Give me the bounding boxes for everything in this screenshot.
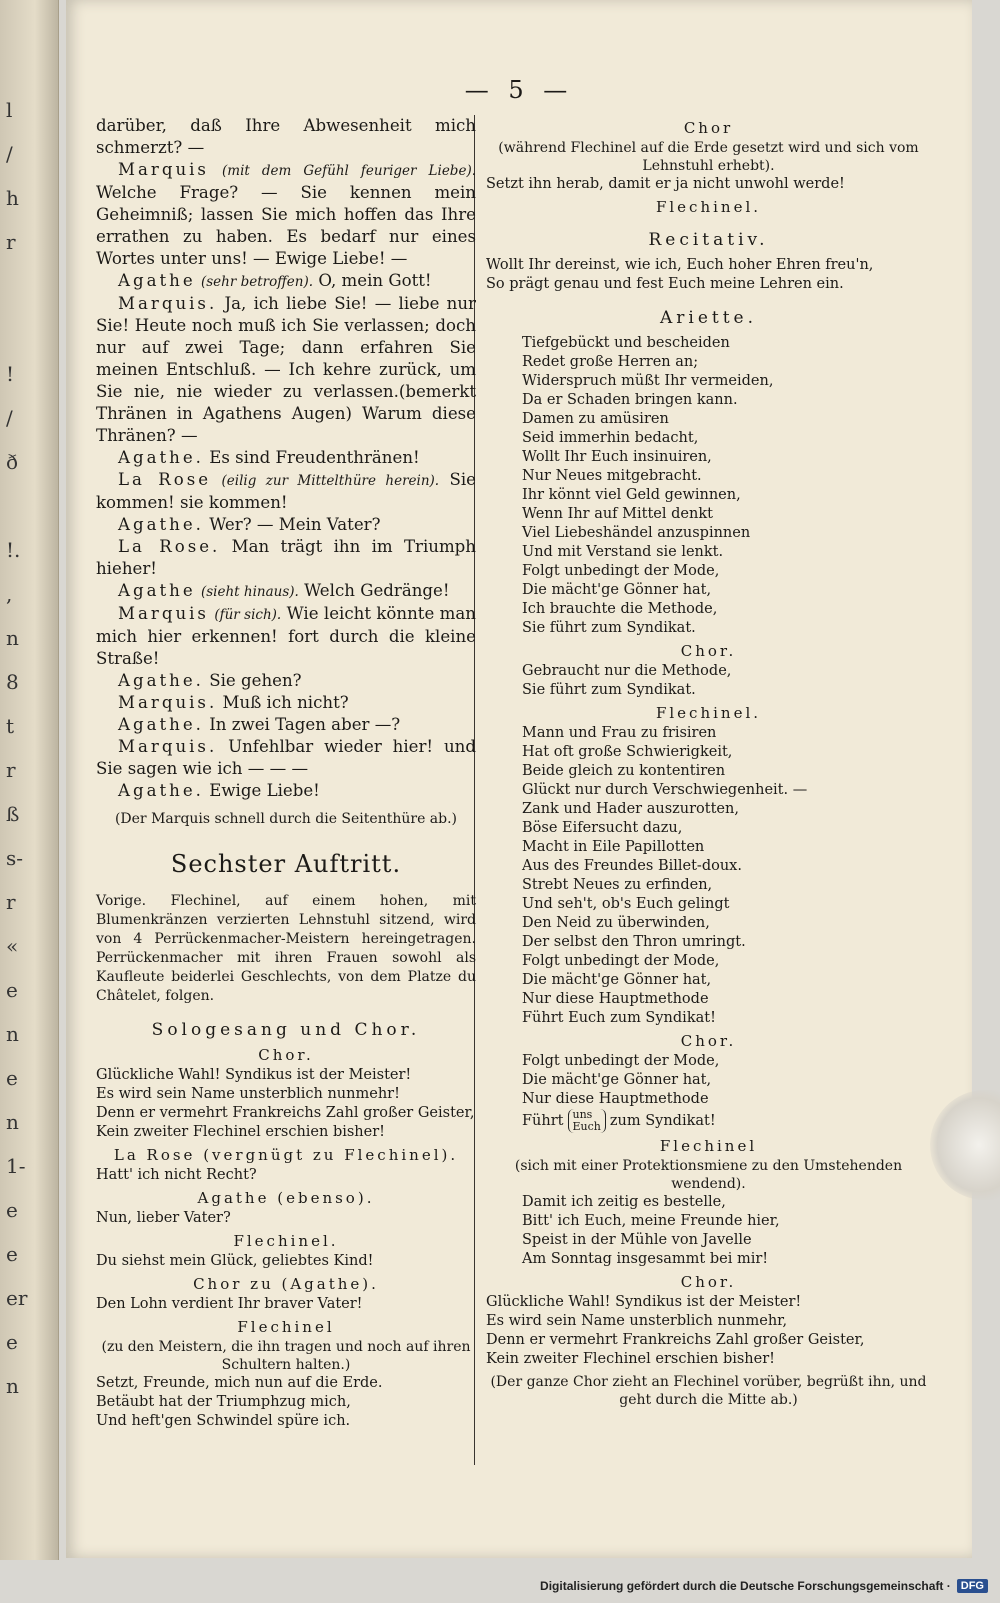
edge-glyph: !. [6, 538, 21, 562]
document-page [66, 0, 972, 1558]
edge-glyph: / [6, 142, 13, 166]
verse-line: Denn er vermehrt Frankreichs Zahl großer Geister, [96, 1105, 475, 1121]
verse-line: Betäubt hat der Triumphzug mich, [96, 1394, 351, 1410]
verse-line: Da er Schaden bringen kann. [522, 392, 738, 408]
verse-line: Ihr könnt viel Geld gewinnen, [522, 487, 741, 503]
verse-line: Mann und Frau zu frisiren [522, 725, 717, 741]
final-stage-direction: (Der ganze Chor zieht an Flechinel vorüber, begrüßt ihn, und geht durch die Mitte ab.) [490, 1374, 927, 1408]
brace-bottom: Euch [572, 1120, 601, 1133]
dialogue-text: Muß ich nicht? [222, 693, 349, 712]
chor4-heading: Chor. [680, 1273, 737, 1291]
verse-line: Glückliche Wahl! Syndikus ist der Meister! [486, 1294, 802, 1310]
speaker-name: Marquis [118, 160, 209, 179]
edge-glyph: , [6, 582, 13, 606]
edge-glyph: « [6, 934, 19, 958]
verse-line: Der selbst den Thron umringt. [522, 934, 746, 950]
edge-glyph: t [6, 714, 15, 738]
edge-glyph: r [6, 890, 16, 914]
speaker-name: Marquis [118, 604, 209, 623]
song-heading: Sologesang und Chor. [151, 1020, 421, 1040]
verse-line: So prägt genau und fest Euch meine Lehren ein. [486, 276, 844, 292]
dialogue-text: O, mein Gott! [318, 271, 432, 290]
verse-line: Gebraucht nur die Methode, [522, 663, 732, 679]
verse-line: Denn er vermehrt Frankreichs Zahl großer Geister, [486, 1332, 865, 1348]
footer-text: Digitalisierung gefördert durch die Deutsche Forschungsgemeinschaft · [540, 1579, 951, 1593]
dialogue-text: Welch Gedränge! [304, 581, 450, 600]
verse-line: Am Sonntag insgesammt bei mir! [522, 1251, 769, 1267]
block-heading: Flechinel. [233, 1232, 339, 1250]
chor-lines [486, 175, 931, 194]
verse-line: Wollt Ihr dereinst, wie ich, Euch hoher Ehren freu'n, [486, 257, 874, 273]
dialogue-line [96, 780, 476, 802]
dialogue-line [96, 692, 476, 714]
edge-glyph: 1- [6, 1154, 26, 1178]
verse-line: Redet große Herren an; [522, 354, 699, 370]
dialogue-block [96, 115, 476, 802]
dialogue-text: Sie kommen! sie kommen! [96, 470, 476, 512]
dialogue-line [96, 670, 476, 692]
verse-line: Seid immerhin bedacht, [522, 430, 699, 446]
dialogue-line [96, 447, 476, 469]
edge-glyph: 8 [6, 670, 19, 694]
speaker-name: Agathe. [118, 715, 204, 734]
block-heading: Flechinel [237, 1318, 335, 1336]
verse-line: Wenn Ihr auf Mittel denkt [522, 506, 713, 522]
right-column [486, 115, 931, 1409]
edge-glyph: e [6, 1330, 18, 1354]
edge-glyph: er [6, 1286, 28, 1310]
speaker-name: Agathe. [118, 671, 204, 690]
verse-line: Es wird sein Name unsterblich nunmehr, [486, 1313, 788, 1329]
stage-direction: (mit dem Gefühl feuriger Liebe). [222, 163, 476, 179]
verse-line: Setzt ihn herab, damit er ja nicht unwohl werde! [486, 176, 845, 192]
speaker-name: Marquis. [118, 294, 218, 313]
edge-glyph: n [6, 626, 19, 650]
dialogue-line [96, 714, 476, 736]
dialogue-line [96, 580, 476, 603]
stage-direction: (Der Marquis schnell durch die Seitenthüre ab.) [114, 811, 458, 827]
dialogue-text: Man trägt ihn im Triumph hieher! [96, 537, 476, 578]
chor-stage: (während Flechinel auf die Erde gesetzt wird und sich vom Lehnstuhl erhebt). [498, 140, 919, 174]
dialogue-text: Es sind Freudenthränen! [209, 448, 420, 467]
verse-line: Damit ich zeitig es bestelle, [522, 1194, 726, 1210]
edge-glyph: n [6, 1374, 19, 1398]
brace-stack [568, 1109, 606, 1133]
flechinel2-heading: Flechinel. [655, 704, 762, 722]
recitativ-heading: Recitativ. [648, 230, 769, 250]
verse-line: Hatt' ich nicht Recht? [96, 1167, 257, 1183]
verse-line: (zu den Meistern, die ihn tragen und noch auf ihren Schultern halten.) [101, 1339, 471, 1373]
verse-line: Und seh't, ob's Euch gelingt [522, 896, 730, 912]
verse-line: Bitt' ich Euch, meine Freunde hier, [522, 1213, 780, 1229]
verse-line: Du siehst mein Glück, geliebtes Kind! [96, 1253, 374, 1269]
edge-glyph: s- [6, 846, 24, 870]
edge-glyph: e [6, 978, 18, 1002]
speaker-name: Agathe. [118, 515, 204, 534]
chor3-lines [486, 1052, 931, 1109]
flechinel3-lines [486, 1193, 931, 1269]
ariette-lines [486, 334, 931, 638]
recitativ-lines [486, 256, 931, 294]
dialogue-line [96, 736, 476, 780]
verse-line: Folgt unbedingt der Mode, [522, 953, 720, 969]
dialogue-line [96, 514, 476, 536]
verse-line: Tiefgebückt und bescheiden [522, 335, 730, 351]
verse-line: Zank und Hader auszurotten, [522, 801, 739, 817]
edge-glyph: r [6, 230, 16, 254]
dialogue-text: Wie leicht könnte man mich hier erkennen! fort durch die kleine Straße! [96, 604, 476, 668]
verse-line: Strebt Neues zu erfinden, [522, 877, 713, 893]
flechinel3-heading: Flechinel [659, 1137, 758, 1155]
dialogue-text: Unfehlbar wieder hier! und Sie sagen wie ich — — — [96, 737, 476, 778]
edge-glyph: e [6, 1066, 18, 1090]
verse-line: Glückt nur durch Verschwiegenheit. — [522, 782, 808, 798]
verse-line: Die mächt'ge Gönner hat, [522, 582, 712, 598]
edge-glyph: n [6, 1110, 19, 1134]
verse-line: Nur diese Hauptmethode [522, 991, 709, 1007]
dfg-logo: DFG [957, 1579, 988, 1593]
dialogue-text: Wer? — Mein Vater? [209, 515, 381, 534]
brace-prefix: Führt [522, 1112, 564, 1129]
speaker-name: Agathe [118, 581, 196, 600]
edge-glyph: h [6, 186, 19, 210]
verse-line: Nur Neues mitgebracht. [522, 468, 702, 484]
dialogue-line [96, 115, 476, 159]
dialogue-line [96, 293, 476, 447]
dialogue-line [96, 270, 476, 293]
block-heading: La Rose (vergnügt zu Flechinel). [113, 1146, 459, 1164]
verse-line: Kein zweiter Flechinel erschien bisher! [96, 1124, 385, 1140]
block-heading: Chor zu (Agathe). [193, 1275, 379, 1293]
chor2-heading: Chor. [680, 642, 737, 660]
left-column [96, 115, 476, 1431]
verse-line: Böse Eifersucht dazu, [522, 820, 683, 836]
speaker-name: Marquis. [118, 693, 218, 712]
verse-line: Hat oft große Schwierigkeit, [522, 744, 733, 760]
verse-line: Es wird sein Name unsterblich nunmehr! [96, 1086, 400, 1102]
page-number: — 5 — [464, 76, 574, 104]
left-page-edge [0, 0, 59, 1560]
brace-line [486, 1109, 931, 1133]
dialogue-text: Sie gehen? [209, 671, 302, 690]
verse-line: Ich brauchte die Methode, [522, 601, 718, 617]
flechinel3-stage: (sich mit einer Protektionsmiene zu den Umstehenden wendend). [514, 1158, 903, 1192]
block-heading: Agathe (ebenso). [197, 1189, 375, 1207]
chor-heading: Chor [683, 119, 734, 137]
verse-line: Macht in Eile Papillotten [522, 839, 705, 855]
brace-suffix: zum Syndikat! [609, 1112, 716, 1129]
speaker-name: Marquis. [118, 737, 218, 756]
verse-line: Den Lohn verdient Ihr braver Vater! [96, 1296, 363, 1312]
block-heading: Chor. [258, 1046, 314, 1064]
edge-glyph: ß [6, 802, 20, 826]
verse-line: Damen zu amüsiren [522, 411, 669, 427]
flechinel-heading: Flechinel. [655, 198, 762, 216]
stage-direction: (eilig zur Mittelthüre herein). [221, 473, 440, 489]
verse-line: Kein zweiter Flechinel erschien bisher! [486, 1351, 775, 1367]
verse-line: Und heft'gen Schwindel spüre ich. [96, 1413, 351, 1429]
edge-glyph: / [6, 406, 13, 430]
chor2-lines [486, 662, 931, 700]
dialogue-line [96, 603, 476, 670]
ariette-heading: Ariette. [659, 308, 758, 328]
edge-glyph: ð [6, 450, 19, 474]
verse-line: Glückliche Wahl! Syndikus ist der Meister! [96, 1067, 412, 1083]
verse-line: Sie führt zum Syndikat. [522, 620, 696, 636]
verse-line: Nun, lieber Vater? [96, 1210, 231, 1226]
stage-direction: (sieht hinaus). [200, 584, 299, 600]
verse-line: Die mächt'ge Gönner hat, [522, 1072, 712, 1088]
verse-line: Setzt, Freunde, mich nun auf die Erde. [96, 1375, 383, 1391]
speaker-name: Agathe. [118, 781, 204, 800]
verse-line: Viel Liebeshändel anzuspinnen [522, 525, 751, 541]
dialogue-line [96, 469, 476, 514]
verse-line: Wollt Ihr Euch insinuiren, [522, 449, 712, 465]
verse-line: Folgt unbedingt der Mode, [522, 563, 720, 579]
dialogue-text: Ewige Liebe! [209, 781, 320, 800]
verse-line: Folgt unbedingt der Mode, [522, 1053, 720, 1069]
edge-glyph: r [6, 758, 16, 782]
verse-line: Aus des Freundes Billet-doux. [522, 858, 742, 874]
dialogue-line [96, 159, 476, 270]
verse-line: Widerspruch müßt Ihr vermeiden, [522, 373, 774, 389]
flechinel2-lines [486, 724, 931, 1028]
dialogue-text: darüber, daß Ihre Abwesenheit mich schmerzt? — [96, 116, 476, 157]
speaker-name: Agathe [118, 271, 196, 290]
verse-line: Den Neid zu überwinden, [522, 915, 710, 931]
verse-line: Speist in der Mühle von Javelle [522, 1232, 752, 1248]
verse-line: Nur diese Hauptmethode [522, 1091, 709, 1107]
verse-line: Und mit Verstand sie lenkt. [522, 544, 724, 560]
edge-glyph: e [6, 1242, 18, 1266]
verse-line: Beide gleich zu kontentiren [522, 763, 726, 779]
stage-direction: (sehr betroffen). [200, 274, 314, 290]
edge-glyph: l [6, 98, 13, 122]
verse-line: Die mächt'ge Gönner hat, [522, 972, 712, 988]
edge-glyph: n [6, 1022, 19, 1046]
brace-top: uns [572, 1108, 593, 1121]
speaker-name: La Rose. [118, 537, 221, 556]
song-blocks [96, 1046, 476, 1431]
speaker-name: La Rose [118, 470, 212, 489]
dialogue-text: Welche Frage? — Sie kennen mein Geheimniß; lassen Sie mich hoffen das Ihre errathen zu haben. Es bedarf nur eines Wortes unter uns! — Ewige Liebe! — [96, 183, 476, 268]
scene-description: Vorige. Flechinel, auf einem hohen, mit Blumenkränzen verzierten Lehnstuhl sitzend, wird von 4 Perrückenmacher-Meistern hereingetragen. Perrückenmacher mit ihren Frauen sowohl als Kaufleute beiderlei Geschlechts, von dem Platze du Châtelet, folgen. [96, 893, 476, 1004]
footer [540, 1579, 988, 1593]
speaker-name: Agathe. [118, 448, 204, 467]
chor3-heading: Chor. [680, 1032, 737, 1050]
scene-title: Sechster Auftritt. [170, 850, 402, 878]
verse-line: Sie führt zum Syndikat. [522, 682, 696, 698]
chor4-lines [486, 1293, 931, 1369]
dialogue-text: In zwei Tagen aber —? [209, 715, 401, 734]
dialogue-line [96, 536, 476, 580]
edge-glyph: e [6, 1198, 18, 1222]
stage-direction: (für sich). [214, 607, 282, 623]
dialogue-text: Ja, ich liebe Sie! — liebe nur Sie! Heute noch muß ich Sie verlassen; doch nur auf zwei Tage; dann erfahren Sie meinen Entschluß. — Ich kehre zurück, um Sie nie, nie wieder zu verlassen.(bemerkt Thränen in Agathens Augen) Warum diese Thränen? — [96, 294, 476, 445]
verse-line: Führt Euch zum Syndikat! [522, 1010, 716, 1026]
edge-glyph: ! [6, 362, 15, 386]
